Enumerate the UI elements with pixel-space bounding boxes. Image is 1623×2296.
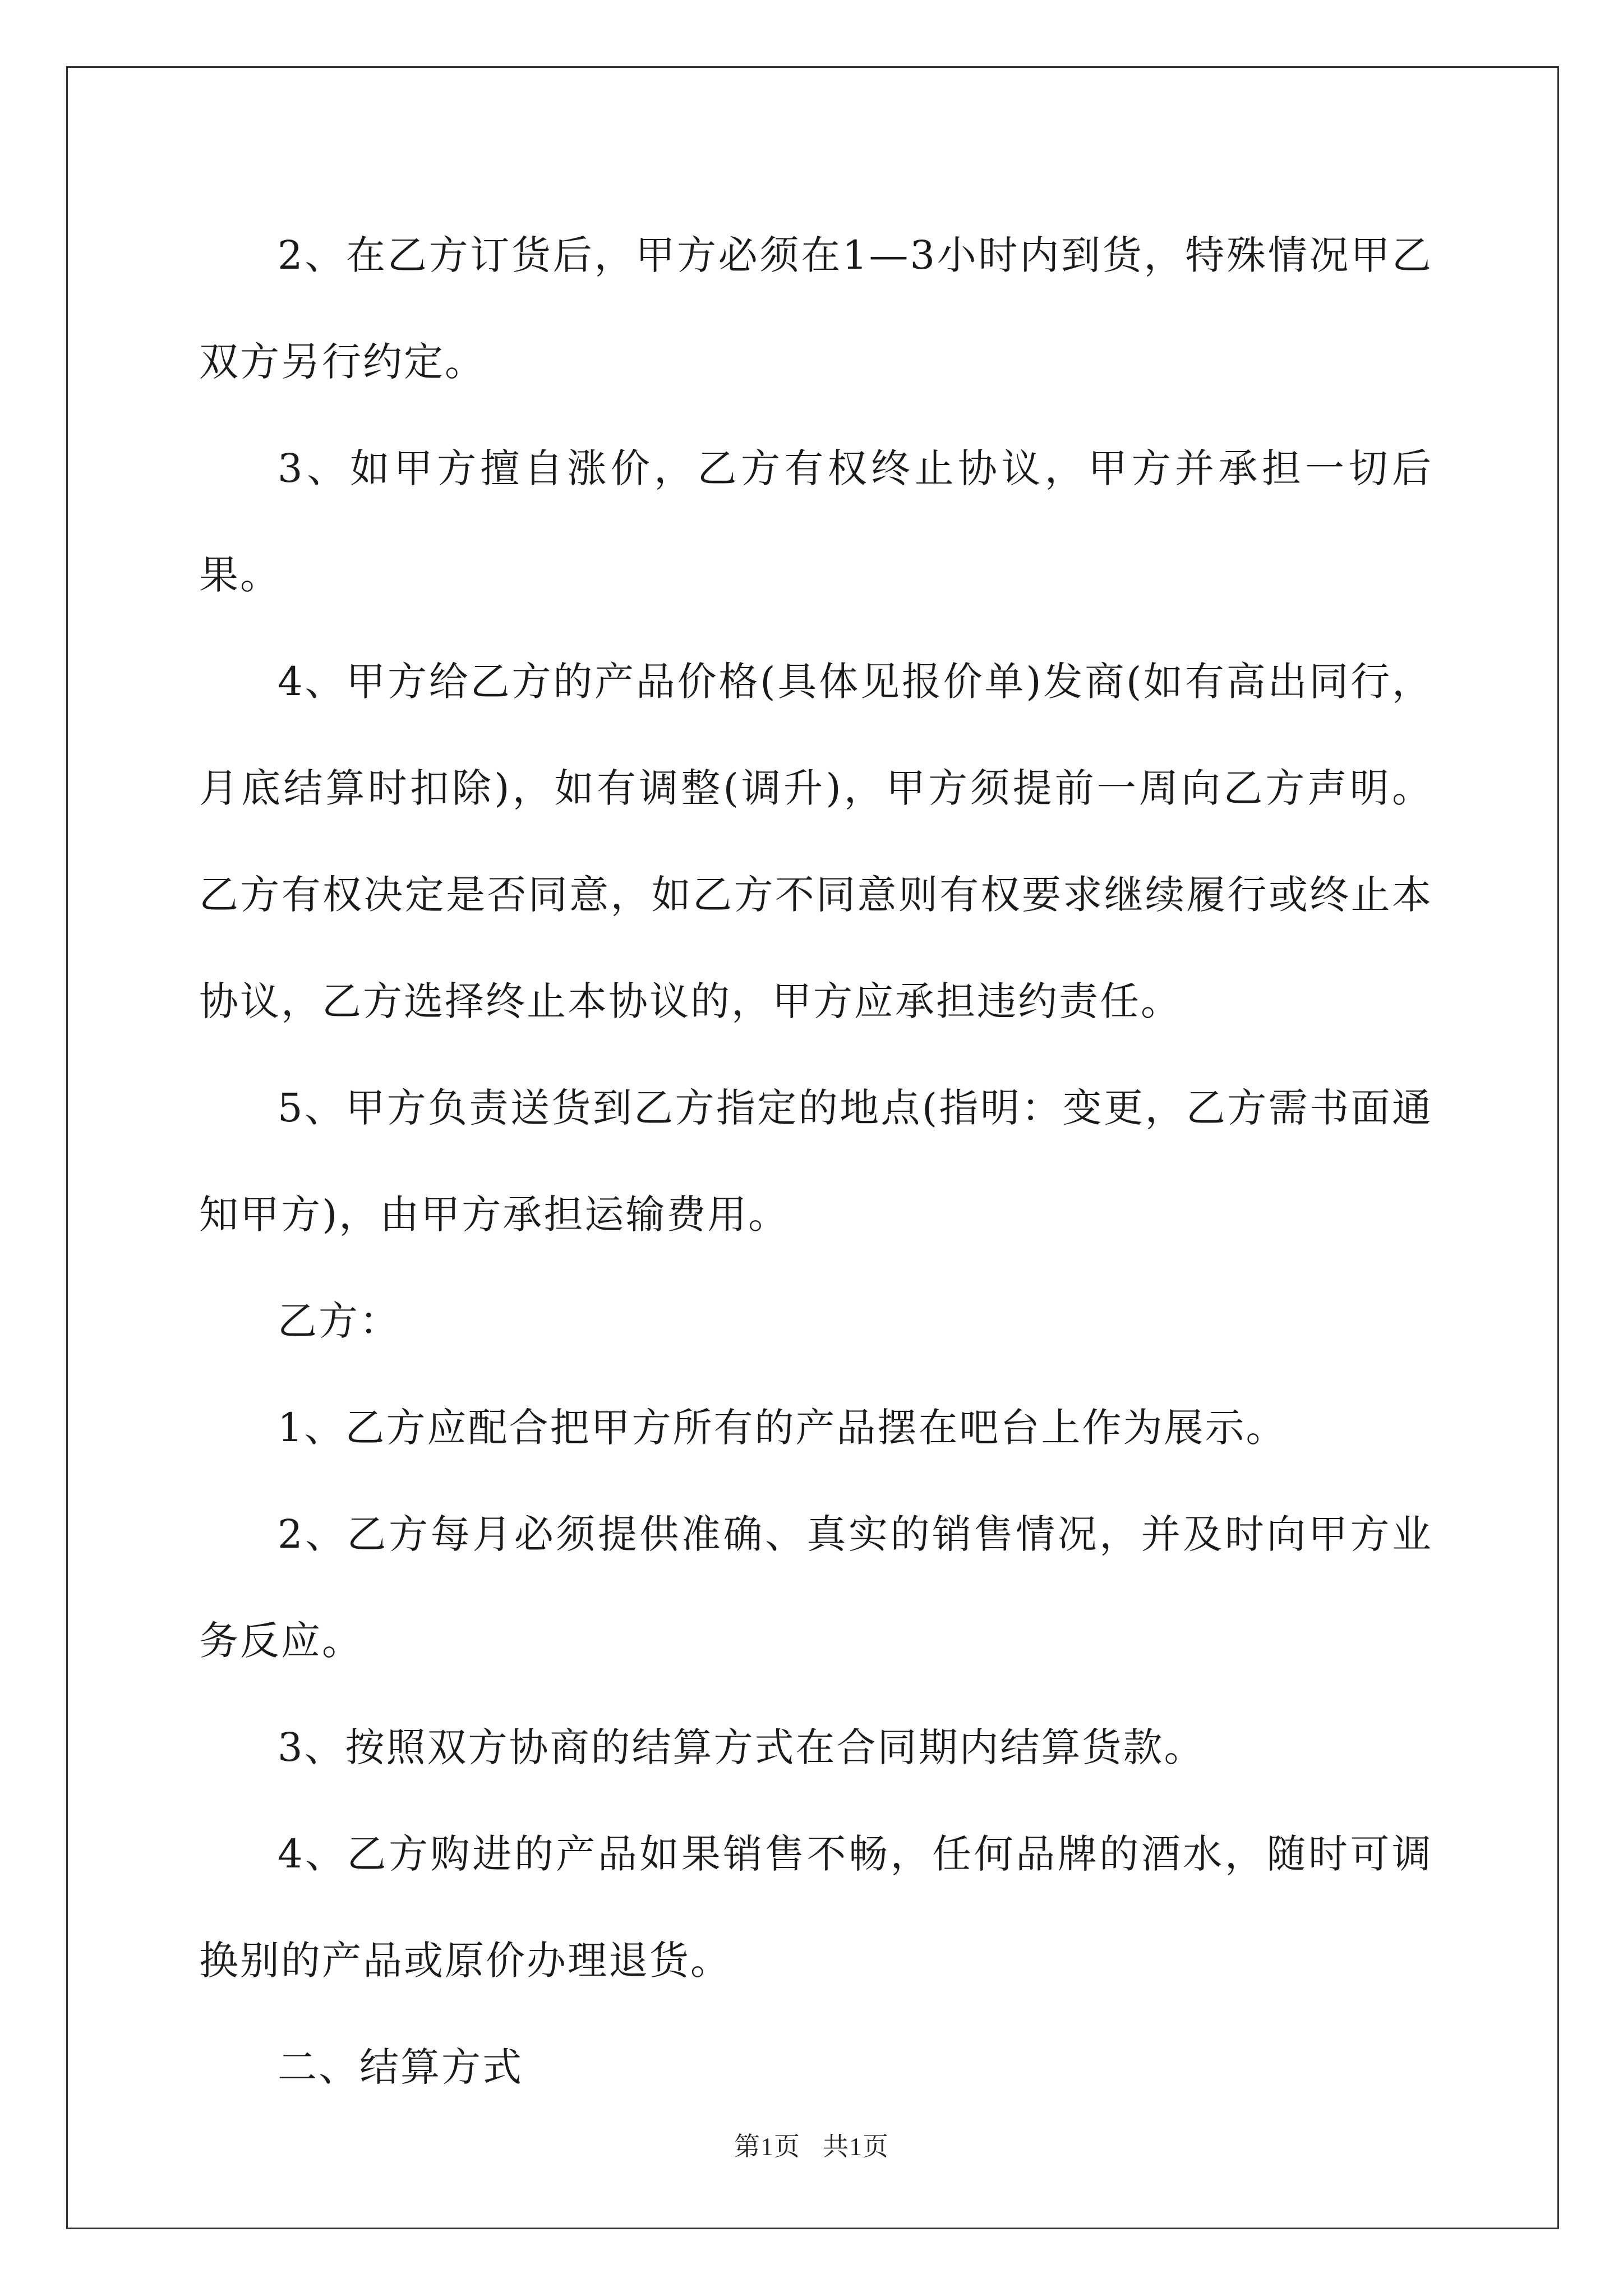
paragraph-clause-b2: 2、乙方每月必须提供准确、真实的销售情况，并及时向甲方业务反应。 xyxy=(199,1511,1433,1664)
paragraph-clause-b4: 4、乙方购进的产品如果销售不畅，任何品牌的酒水，随时可调换别的产品或原价办理退货。 xyxy=(199,1831,1433,1984)
paragraph-clause-a4: 4、甲方给乙方的产品价格(具体见报价单)发商(如有高出同行，月底结算时扣除)，如有调整(调升)，甲方须提前一周向乙方声明。乙方有权决定是否同意，如乙方不同意则有权要求继续履行或终止本协议，乙方选择终止本协议的，甲方应承担违约责任。 xyxy=(199,659,1433,1024)
paragraph-clause-a2: 2、在乙方订货后，甲方必须在1—3小时内到货，特殊情况甲乙双方另行约定。 xyxy=(199,232,1433,385)
section-heading-settlement: 二、结算方式 xyxy=(278,2044,523,2090)
paragraph-party-b-heading: 乙方： xyxy=(278,1298,400,1344)
page-footer xyxy=(0,2126,1623,2163)
paragraph-clause-b1: 1、乙方应配合把甲方所有的产品摆在吧台上作为展示。 xyxy=(278,1405,1287,1451)
page-number-total: 共1页 xyxy=(823,2132,889,2161)
paragraph-clause-a3: 3、如甲方擅自涨价，乙方有权终止协议，甲方并承担一切后果。 xyxy=(199,445,1433,598)
paragraph-clause-a5: 5、甲方负责送货到乙方指定的地点(指明：变更，乙方需书面通知甲方)，由甲方承担运输费用。 xyxy=(199,1085,1433,1237)
document-body xyxy=(199,202,1433,2120)
paragraph-clause-b3: 3、按照双方协商的结算方式在合同期内结算货款。 xyxy=(278,1724,1205,1770)
page-number-current: 第1页 xyxy=(734,2132,800,2161)
